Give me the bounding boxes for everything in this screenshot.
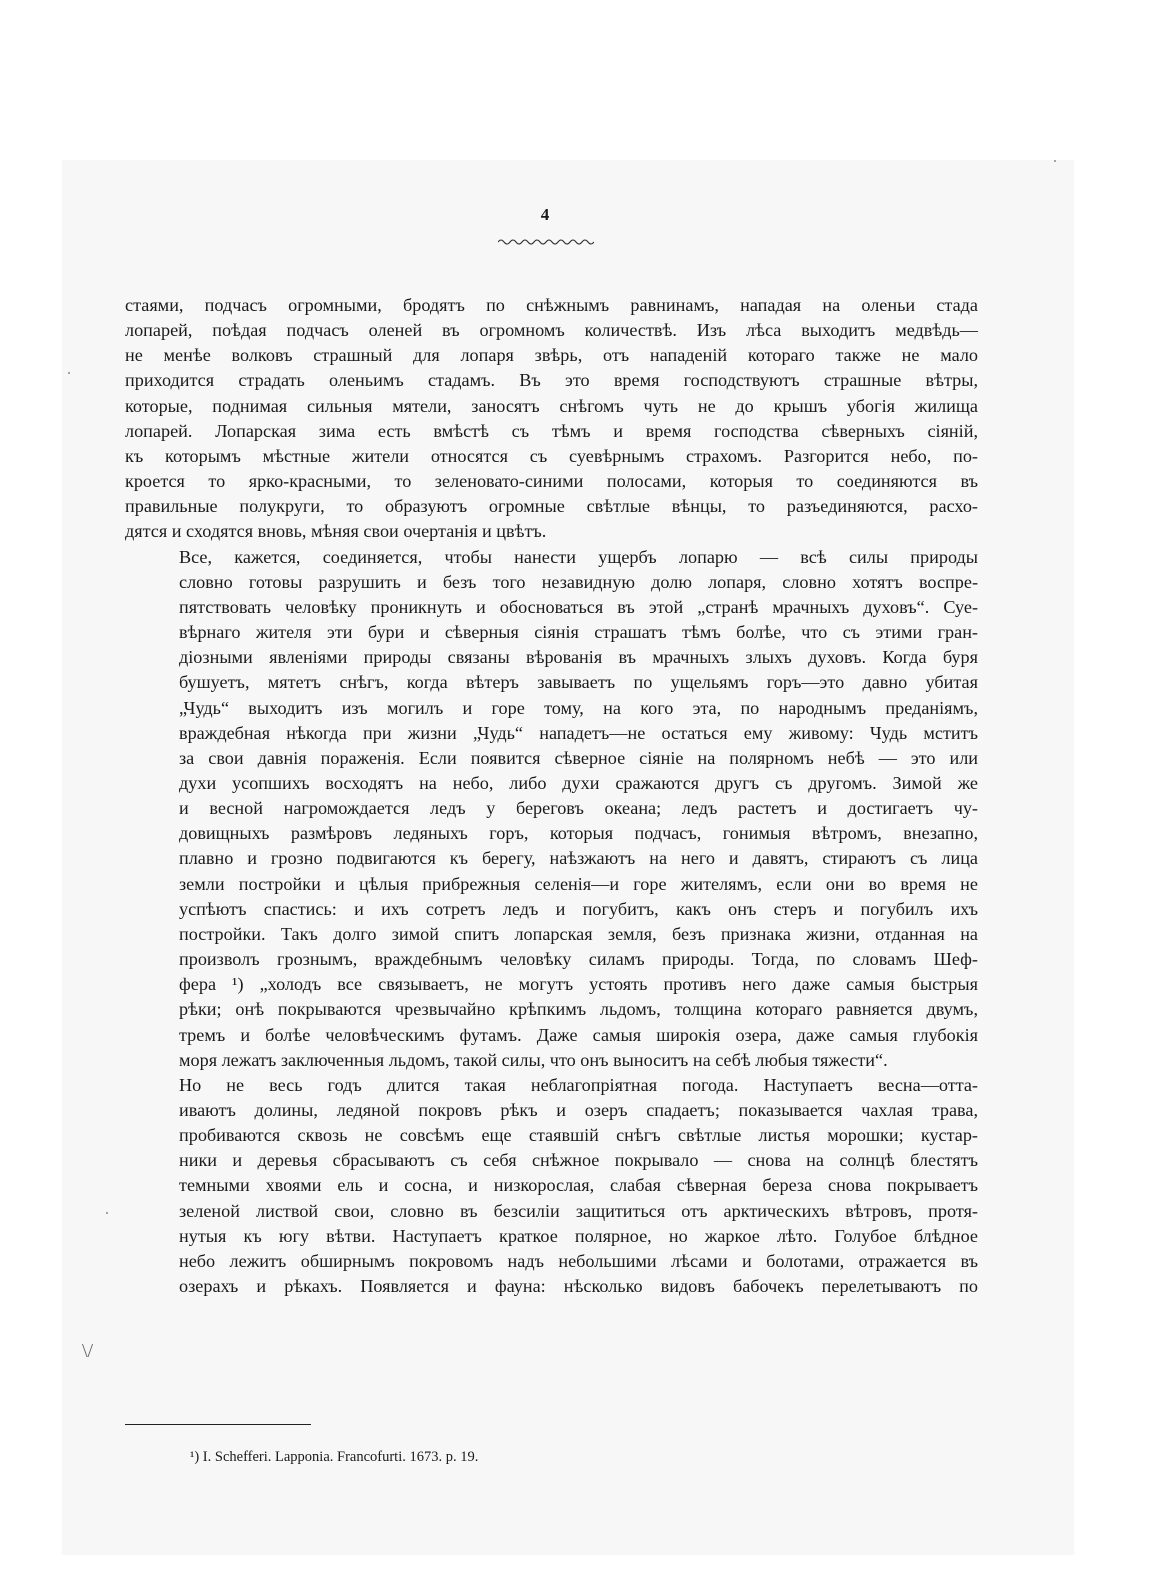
text-line: успѣютъ спастись: и ихъ сотретъ ледъ и погубитъ, какъ онъ стеръ и погубилъ ихъ	[179, 898, 978, 919]
text-line: моря лежатъ заключенныя льдомъ, такой силы, что онъ выноситъ на себѣ любыя тяжести“.	[179, 1049, 888, 1070]
footnote: ¹) I. Schefferi. Lapponia. Francofurti. 1673. p. 19.	[190, 1449, 479, 1465]
text-line: лопарей, поѣдая подчасъ оленей въ огромномъ количествѣ. Изъ лѣса выходитъ медвѣдь—	[125, 320, 978, 341]
text-line: Но не весь годъ длится такая неблагопріятная погода. Наступаетъ весна—отта-	[179, 1074, 978, 1095]
scan-speck	[68, 372, 70, 374]
decorative-wavy-rule	[498, 236, 594, 248]
paragraph	[125, 545, 978, 1073]
paragraph	[125, 293, 978, 545]
text-line: и весной нагромождается ледъ у береговъ океана; ледъ растетъ и достигаетъ чу-	[179, 798, 978, 819]
text-line: земли постройки и цѣлыя прибрежныя селенія—и горе жителямъ, если они во время не	[179, 873, 978, 894]
text-line: не менѣе волковъ страшный для лопаря звѣрь, отъ нападеній котораго также не мало	[125, 345, 978, 366]
text-line: за свои давнія пораженія. Если появится сѣверное сіяніе на полярномъ небѣ — это или	[179, 747, 978, 768]
scan-speck	[106, 1212, 108, 1214]
text-line: враждебная нѣкогда при жизни „Чудь“ нападетъ—не остаться ему живому: Чудь мститъ	[179, 722, 978, 743]
text-line: тремъ и болѣе человѣческимъ футамъ. Даже самыя широкія озера, даже самыя глубокія	[179, 1024, 978, 1045]
footnote-divider	[125, 1424, 311, 1425]
text-line: плавно и грозно подвигаются къ берегу, наѣзжаютъ на него и давятъ, стираютъ съ лица	[179, 848, 978, 869]
scan-speck	[1054, 160, 1056, 162]
body-text	[125, 293, 978, 1299]
text-line: бушуетъ, мятетъ снѣгъ, когда вѣтеръ завываетъ по ущельямъ горъ—это давно убитая	[179, 672, 978, 693]
text-line: довищныхъ размѣровъ ледяныхъ горъ, которыя подчасъ, гонимыя вѣтромъ, внезапно,	[179, 823, 978, 844]
text-line: которые, поднимая сильныя мятели, заносятъ снѣгомъ чуть не до крышъ убогія жилища	[125, 395, 978, 416]
text-line: стаями, подчасъ огромными, бродятъ по снѣжнымъ равнинамъ, нападая на оленьи стада	[125, 295, 978, 315]
text-line: діозными явленіями природы связаны вѣрованія въ мрачныхъ злыхъ духовъ. Когда буря	[179, 647, 978, 668]
text-line: темными хвоями ель и сосна, и низкорослая, слабая сѣверная береза снова покрываетъ	[179, 1175, 978, 1196]
text-line: небо лежитъ обширнымъ покровомъ надъ небольшими лѣсами и болотами, отражается въ	[179, 1250, 978, 1271]
text-line: постройки. Такъ долго зимой спитъ лопарская земля, безъ признака жизни, отданная на	[179, 923, 978, 944]
text-line: пробиваются сквозь не совсѣмъ еще стаявшій снѣгъ свѣтлые листья морошки; кустар-	[179, 1125, 978, 1146]
text-line: иваютъ долины, ледяной покровъ рѣкъ и озеръ спадаетъ; показывается чахлая трава,	[179, 1100, 978, 1120]
text-line: къ которымъ мѣстные жители относятся съ суевѣрнымъ страхомъ. Разгорится небо, по-	[125, 445, 978, 466]
text-line: зеленой листвой свои, словно въ безсиліи защититься отъ арктическихъ вѣтровъ, протя-	[179, 1200, 978, 1221]
text-line: озерахъ и рѣкахъ. Появляется и фауна: нѣсколько видовъ бабочекъ перелетываютъ по	[179, 1276, 978, 1297]
text-line: пятствовать человѣку проникнуть и обосноваться въ этой „странѣ мрачныхъ духовъ“. Суе-	[179, 596, 978, 617]
text-line: нутыя къ югу вѣтви. Наступаетъ краткое полярное, но жаркое лѣто. Голубое блѣдное	[179, 1225, 978, 1246]
text-line: Все, кажется, соединяется, чтобы нанести ущербъ лопарю — всѣ силы природы	[179, 546, 978, 567]
text-line: ники и деревья сбрасываютъ съ себя снѣжное покрывало — снова на солнцѣ блестятъ	[179, 1150, 978, 1171]
text-line: лопарей. Лопарская зима есть вмѣстѣ съ тѣмъ и время господства сѣверныхъ сіяній,	[125, 420, 978, 441]
text-line: вѣрнаго жителя эти бури и сѣверныя сіянія страшатъ тѣмъ болѣе, что съ этими гран-	[179, 622, 978, 643]
page-number: 4	[540, 205, 550, 224]
text-line: дятся и сходятся вновь, мѣняя свои очертанія и цвѣтъ.	[125, 521, 547, 542]
paragraph	[125, 1073, 978, 1299]
text-line: правильные полукруги, то образуютъ огромные свѣтлые вѣнцы, то разъединяются, расхо-	[125, 496, 978, 517]
text-line: словно готовы разрушить и безъ того незавидную долю лопаря, словно хотятъ воспре-	[179, 571, 978, 592]
text-line: рѣки; онѣ покрываются чрезвычайно крѣпкимъ льдомъ, толщина котораго равняется двумъ,	[179, 999, 978, 1020]
text-line: приходится страдать оленьимъ стадамъ. Въ это время господствуютъ страшные вѣтры,	[125, 370, 978, 391]
text-line: кроется то ярко-красными, то зеленовато-синими полосами, которыя то соединяются въ	[125, 471, 978, 492]
text-line: „Чудь“ выходитъ изъ могилъ и горе тому, на кого эта, по народнымъ преданіямъ,	[179, 697, 978, 718]
text-line: духи усопшихъ восходятъ на небо, либо духи сражаются другъ съ другомъ. Зимой же	[179, 772, 978, 793]
margin-pencil-mark: \/	[82, 1340, 94, 1362]
text-line: произволъ грознымъ, враждебнымъ человѣку силамъ природы. Тогда, по словамъ Шеф-	[179, 949, 978, 970]
text-line: фера ¹) „холодъ все связываетъ, не могутъ устоять противъ него даже самыя быстрыя	[179, 974, 978, 995]
